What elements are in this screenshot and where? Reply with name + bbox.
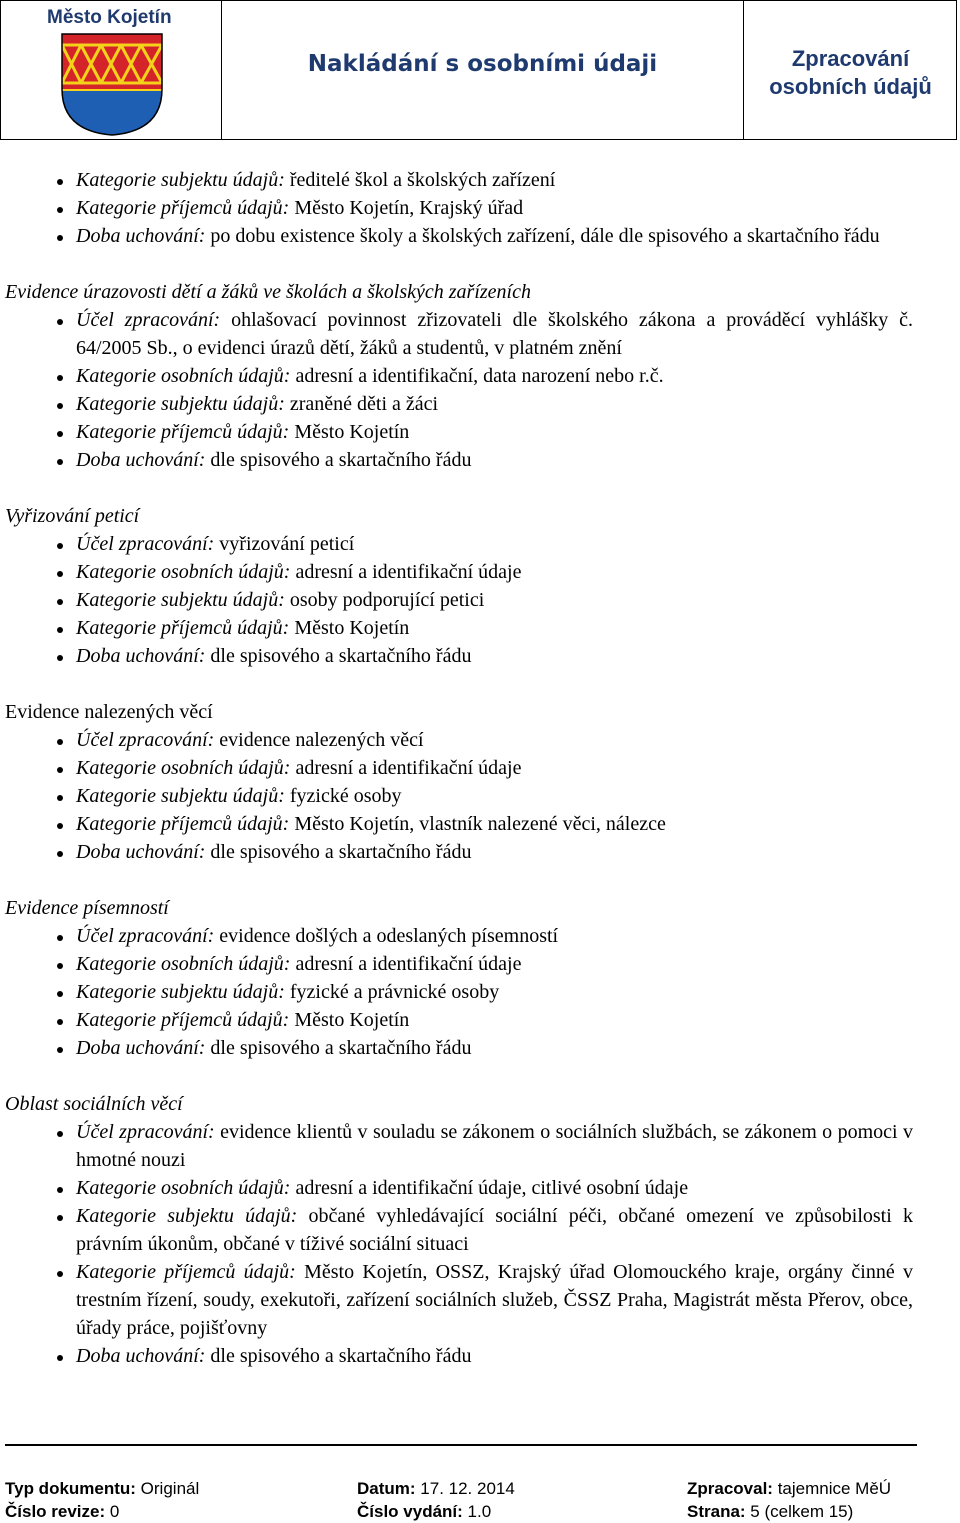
item-value: Město Kojetín, vlastník nalezené věci, nálezce bbox=[289, 813, 666, 835]
document-title: Nakládání s osobními údaji bbox=[307, 51, 658, 77]
item-value: evidence klientů v souladu se zákonem o sociálních službách, se zákonem o pomoci v hmotné nouzi bbox=[76, 1121, 913, 1171]
item-label: Kategorie osobních údajů: bbox=[76, 953, 291, 975]
item-label: Kategorie subjektu údajů: bbox=[76, 589, 285, 611]
section-title: Evidence písemností bbox=[5, 897, 169, 919]
list-item bbox=[76, 1342, 913, 1370]
item-value: Město Kojetín, OSSZ, Krajský úřad Olomouckého kraje, orgány činné v trestním řízení, soudy, exekutoři, zařízení sociálních služeb, ČSSZ Praha, Magistrát města Přerov, obce, úřady práce, pojišťovny bbox=[76, 1261, 913, 1339]
item-label: Kategorie příjemců údajů: bbox=[76, 197, 290, 219]
item-value: adresní a identifikační údaje bbox=[290, 757, 522, 779]
item-value: po dobu existence školy a školských zařízení, dále dle spisového a skartačního řádu bbox=[205, 225, 880, 247]
item-value: zraněné děti a žáci bbox=[284, 393, 439, 415]
list-item bbox=[76, 1006, 913, 1034]
list-item bbox=[76, 950, 913, 978]
item-label: Kategorie osobních údajů: bbox=[76, 757, 291, 779]
list-item bbox=[76, 922, 913, 950]
list-item bbox=[76, 166, 913, 194]
item-label: Kategorie příjemců údajů: bbox=[76, 1261, 296, 1283]
item-label: Účel zpracování: bbox=[76, 925, 215, 947]
item-label: Kategorie subjektu údajů: bbox=[76, 393, 285, 415]
item-label: Kategorie osobních údajů: bbox=[76, 365, 291, 387]
list-item bbox=[76, 614, 913, 642]
item-label: Kategorie osobních údajů: bbox=[76, 561, 291, 583]
item-value: Město Kojetín bbox=[289, 1009, 410, 1031]
item-value: dle spisového a skartačního řádu bbox=[205, 841, 472, 863]
item-value: fyzické a právnické osoby bbox=[284, 981, 500, 1003]
item-label: Doba uchování: bbox=[76, 645, 206, 667]
item-value: dle spisového a skartačního řádu bbox=[205, 645, 472, 667]
footer-right: Zpracoval: tajemnice MěÚ Strana: 5 (celkem 15) bbox=[687, 1479, 892, 1521]
title-cell bbox=[222, 1, 744, 139]
document-body bbox=[0, 166, 960, 1398]
list-item bbox=[76, 194, 913, 222]
item-label: Kategorie příjemců údajů: bbox=[76, 617, 290, 639]
list-item bbox=[76, 754, 913, 782]
item-value: dle spisového a skartačního řádu bbox=[205, 449, 472, 471]
list-item bbox=[76, 446, 913, 474]
city-name: Město Kojetín bbox=[47, 7, 172, 28]
item-value: evidence nalezených věcí bbox=[214, 729, 424, 751]
list-item bbox=[76, 390, 913, 418]
list-item bbox=[76, 978, 913, 1006]
item-value: ohlašovací povinnost zřizovateli dle školského zákona a prováděcí vyhlášky č. 64/2005 Sb., o evidenci úrazů dětí, žáků a studentů, v platném znění bbox=[76, 309, 913, 359]
item-label: Doba uchování: bbox=[76, 225, 206, 247]
list-item bbox=[76, 782, 913, 810]
item-value: dle spisového a skartačního řádu bbox=[205, 1345, 472, 1367]
list-item bbox=[76, 1174, 913, 1202]
coat-of-arms-icon bbox=[59, 31, 165, 137]
section-list bbox=[0, 1118, 960, 1370]
item-value: dle spisového a skartačního řádu bbox=[205, 1037, 472, 1059]
list-item bbox=[76, 1034, 913, 1062]
item-value: evidence došlých a odeslaných písemností bbox=[214, 925, 559, 947]
document-category: Zpracování osobních údajů bbox=[769, 46, 932, 99]
item-label: Kategorie subjektu údajů: bbox=[76, 981, 285, 1003]
item-value: ředitelé škol a školských zařízení bbox=[284, 169, 556, 191]
category-cell bbox=[744, 1, 957, 139]
section-list bbox=[0, 306, 960, 474]
item-value: Město Kojetín bbox=[289, 617, 410, 639]
section-title: Evidence nalezených věcí bbox=[5, 701, 213, 723]
footer-middle: Datum: 17. 12. 2014 Číslo vydání: 1.0 bbox=[357, 1479, 515, 1521]
item-value: adresní a identifikační údaje, citlivé osobní údaje bbox=[290, 1177, 689, 1199]
item-value: osoby podporující petici bbox=[284, 589, 485, 611]
item-value: Město Kojetín bbox=[289, 421, 410, 443]
item-label: Účel zpracování: bbox=[76, 533, 215, 555]
item-label: Účel zpracování: bbox=[76, 1121, 215, 1143]
item-label: Účel zpracování: bbox=[76, 309, 221, 331]
item-label: Doba uchování: bbox=[76, 841, 206, 863]
list-item bbox=[76, 838, 913, 866]
item-value: adresní a identifikační, data narození nebo r.č. bbox=[290, 365, 664, 387]
list-item bbox=[76, 362, 913, 390]
list-item bbox=[76, 418, 913, 446]
list-item bbox=[76, 530, 913, 558]
item-label: Kategorie subjektu údajů: bbox=[76, 169, 285, 191]
item-label: Kategorie subjektu údajů: bbox=[76, 785, 285, 807]
item-label: Doba uchování: bbox=[76, 449, 206, 471]
list-item bbox=[76, 1258, 913, 1342]
list-item bbox=[76, 222, 913, 250]
item-label: Kategorie subjektu údajů: bbox=[76, 1205, 298, 1227]
section-title: Oblast sociálních věcí bbox=[5, 1093, 183, 1115]
section-title: Vyřizování peticí bbox=[5, 505, 140, 527]
section-list bbox=[0, 922, 960, 1062]
item-label: Účel zpracování: bbox=[76, 729, 215, 751]
list-item bbox=[76, 306, 913, 362]
item-value: adresní a identifikační údaje bbox=[290, 953, 522, 975]
item-label: Kategorie příjemců údajů: bbox=[76, 1009, 290, 1031]
logo-cell bbox=[1, 1, 222, 139]
list-item bbox=[76, 1202, 913, 1258]
section-list bbox=[0, 530, 960, 670]
section-list bbox=[0, 726, 960, 866]
item-label: Kategorie příjemců údajů: bbox=[76, 421, 290, 443]
list-item bbox=[76, 810, 913, 838]
section-list bbox=[0, 166, 960, 250]
list-item bbox=[76, 558, 913, 586]
item-label: Doba uchování: bbox=[76, 1037, 206, 1059]
item-value: fyzické osoby bbox=[284, 785, 402, 807]
item-value: adresní a identifikační údaje bbox=[290, 561, 522, 583]
section-title: Evidence úrazovosti dětí a žáků ve školách a školských zařízeních bbox=[5, 281, 531, 303]
item-value: občané vyhledávající sociální péči, občané omezení ve způsobilosti k právním úkonům, občané v tíživé sociální situaci bbox=[76, 1205, 913, 1255]
list-item bbox=[76, 726, 913, 754]
item-value: vyřizování peticí bbox=[214, 533, 355, 555]
list-item bbox=[76, 586, 913, 614]
item-label: Kategorie osobních údajů: bbox=[76, 1177, 291, 1199]
item-label: Doba uchování: bbox=[76, 1345, 206, 1367]
footer-divider bbox=[5, 1444, 917, 1446]
list-item bbox=[76, 642, 913, 670]
list-item bbox=[76, 1118, 913, 1174]
footer-left: Typ dokumentu: Originál Číslo revize: 0 bbox=[5, 1479, 200, 1521]
document-header bbox=[0, 0, 957, 140]
item-value: Město Kojetín, Krajský úřad bbox=[289, 197, 524, 219]
item-label: Kategorie příjemců údajů: bbox=[76, 813, 290, 835]
